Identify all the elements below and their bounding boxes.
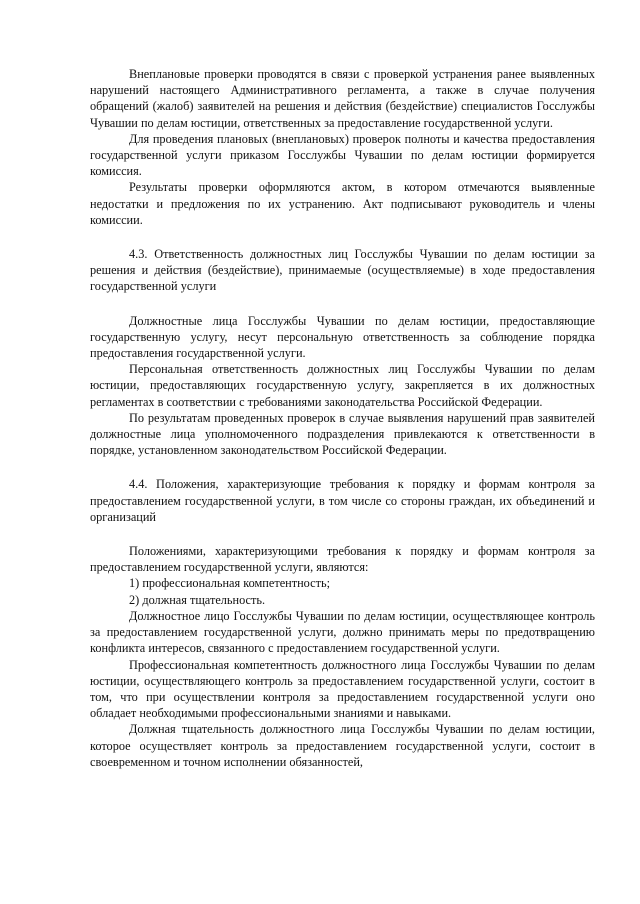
spacer <box>90 228 595 246</box>
paragraph-violations: По результатам проведенных проверок в случае выявления нарушений прав заявителей должностные лица уполномоченного подразделения привлекаются к ответственности в порядке, установленном законодательством Российской Федерации. <box>90 410 595 458</box>
paragraph-check-results: Результаты проверки оформляются актом, в котором отмечаются выявленные недостатки и предложения по их устранению. Акт подписывают руководитель и члены комиссии. <box>90 180 595 227</box>
paragraph-professional-competence: Профессиональная компетентность должностного лица Госслужбы Чувашии по делам юстиции, осуществляющего контроль за предоставлением государственной услуги, состоит в том, что при осуществлении контроля за предоставлением государственной услуги оно обладает необходимыми профессиональными знаниями и навыками. <box>90 657 595 721</box>
spacer <box>90 525 595 543</box>
document-page <box>90 66 595 770</box>
paragraph-unscheduled-checks: Внеплановые проверки проводятся в связи с проверкой устранения ранее выявленных нарушений настоящего Административного регламента, а также в случае получения обращений (жалоб) заявителей на решения и действия (бездействие) специалистов Госслужбы Чувашии по делам юстиции, ответственных за предоставление государственной услуги. <box>90 67 595 130</box>
section-4-3-heading: 4.3. Ответственность должностных лиц Госслужбы Чувашии по делам юстиции за решения и действия (бездействие), принимаемые (осуществляемые) в ходе предоставления государственной услуги <box>90 247 595 294</box>
spacer <box>90 458 595 476</box>
section-4-4-heading: 4.4. Положения, характеризующие требования к порядку и формам контроля за предоставлением государственной услуги, в том числе со стороны граждан, их объединений и организаций <box>90 477 595 524</box>
paragraph-personal-responsibility: Должностные лица Госслужбы Чувашии по делам юстиции, предоставляющие государственную услугу, несут персональную ответственность за соблюдение порядка предоставления государственной услуги. <box>90 313 595 361</box>
paragraph-conflict-of-interest: Должностное лицо Госслужбы Чувашии по делам юстиции, осуществляющее контроль за предоставлением государственной услуги, должно принимать меры по предотвращению конфликта интересов, связанного с предоставлением государственной услуги. <box>90 608 595 656</box>
list-item-diligence: 2) должная тщательность. <box>129 592 266 607</box>
paragraph-due-diligence: Должная тщательность должностного лица Госслужбы Чувашии по делам юстиции, которое осуществляет контроль за предоставлением государственной услуги, состоит в своевременном и точном исполнении обязанностей, <box>90 722 595 769</box>
paragraph-commission: Для проведения плановых (внеплановых) проверок полноты и качества предоставления государственной услуги приказом Госслужбы Чувашии по делам юстиции формируется комиссия. <box>90 131 595 179</box>
paragraph-control-provisions: Положениями, характеризующими требования к порядку и формам контроля за предоставлением государственной услуги, являются: <box>90 544 595 575</box>
spacer <box>90 295 595 313</box>
paragraph-job-regulations: Персональная ответственность должностных лиц Госслужбы Чувашии по делам юстиции, предоставляющих государственную услугу, закрепляется в их должностных регламентах в соответствии с требованиями законодательства Российской Федерации. <box>90 362 595 409</box>
list-item-competence: 1) профессиональная компетентность; <box>129 576 330 591</box>
